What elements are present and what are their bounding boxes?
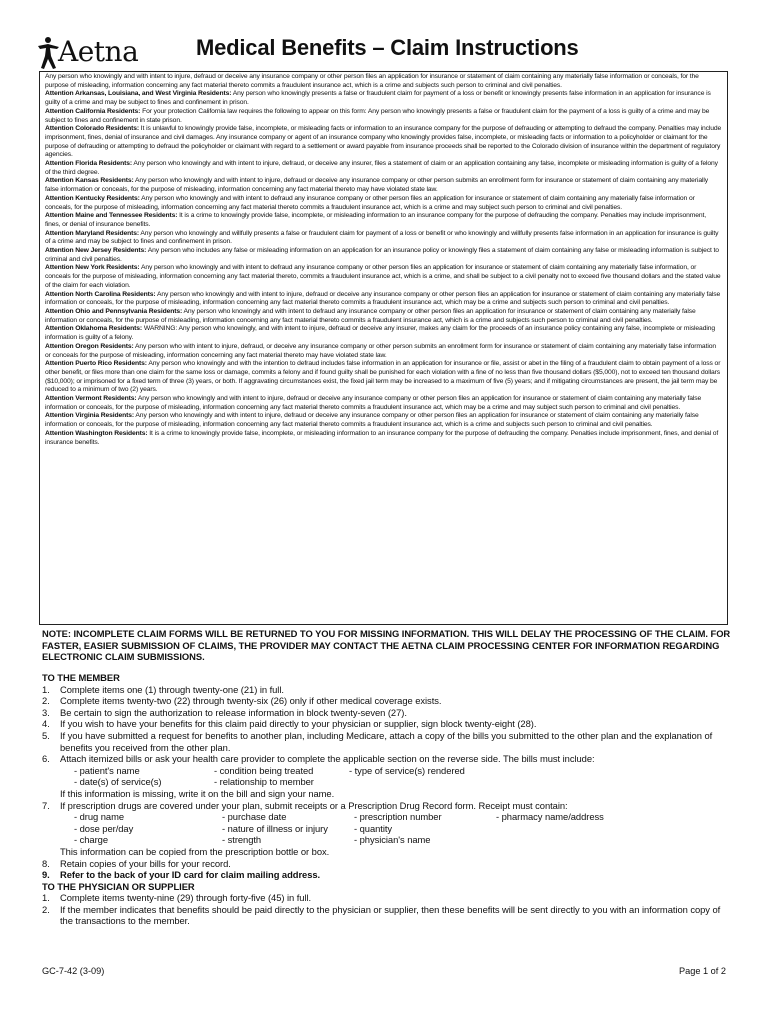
state-warning-label: Attention Virginia Residents: [45,412,135,420]
state-warning-label: Attention Florida Residents: [45,160,133,168]
fraud-warning-box [39,71,728,625]
rx-fields-block [42,811,732,857]
state-warning-label: Attention New Jersey Residents: [45,247,147,255]
state-warning-paragraph [45,325,722,342]
state-warning-paragraph [45,247,722,264]
list-item [42,892,732,904]
state-warning-paragraph [45,308,722,325]
state-warning-text: Any person who knowingly and with intent to injure, defraud or deceive any insurance company or other person submits an enrollment form for insurance or statement of claim containing any materially false information or conceals, for the purpose of misleading, information concerning any fact material thereto may have violated state law. [45,177,708,194]
bill-fields-row [60,765,732,777]
state-warning-label: Attention North Carolina Residents: [45,290,156,298]
list-item [42,718,732,730]
state-warning-paragraph [45,195,722,212]
state-warning-text: Any person who knowingly presents a false or fraudulent claim for payment of a loss or benefit or knowingly presents false information in an application for insurance is guilty of a crime and may be subject to fines and confinement in prison. [45,90,711,107]
item-number: 9. [42,869,50,881]
state-warning-text: Any person who knowingly and with intent to injure, defraud or deceive any insurance company or other person files an application for insurance or statement of claim containing any materially false information or conceals, for the purpose of misleading, information concerning any fact material thereto commits a fraudulent insurance act, which may be a crime and subjects such person to criminal and civil penalties. [45,290,721,307]
bill-field: - type of service(s) rendered [349,764,465,776]
member-item-9 [42,869,732,881]
instructions-body [42,672,732,927]
item-number: 2. [42,903,50,915]
rx-field: - charge [74,834,108,846]
state-warning-paragraph [45,264,722,290]
state-warning-paragraph [45,343,722,360]
item-number: 1. [42,892,50,904]
state-warning-text: It is a crime to knowingly provide false, incomplete, or misleading information to an insurance company for the purpose of defrauding the company. Penalties include imprisonment, fines, and denial of insurance benefits. [45,429,719,446]
member-item-8 [42,858,732,870]
state-warning-label: Attention Arkansas, Louisiana, and West Virginia Residents: [45,90,232,98]
state-warning-text: Any person who knowingly and with intent to defraud any insurance company or other person files an application for insurance or statement of claim containing any materially false information or conceals, for the purpose of misleading, information concerning any fact material thereto commits a fraudulent insurance act, which is a crime and may subject such person to criminal and civil penalties. [45,194,695,211]
rx-field: - nature of illness or injury [222,822,328,834]
member-instructions-list [42,684,732,765]
state-warning-text: Any person who knowingly and with intent to injure, defraud, or deceive any insurer, files a statement of claim or an application containing any false, incomplete or misleading information is guilty of a felony of the third degree. [45,160,718,176]
fraud-warning-intro: Any person who knowingly and with intent to injure, defraud or deceive any insurance company or other person files an application for insurance or statement of claim containing any materially false information or conceals, for the purpose of misleading, information concerning any fact material thereto commits a fraudulent insurance act, which is a crime and subjects such person to criminal and civil penalties. [45,73,699,89]
state-warning-paragraph [45,90,722,107]
aetna-logo [36,34,146,70]
rx-copy-note: This information can be copied from the prescription bottle or box. [60,845,330,857]
rx-fields-row [60,823,732,835]
list-item [42,684,732,696]
item-text: If you wish to have your benefits for this claim paid directly to your physician or supplier, sign block twenty-eight (28). [60,718,537,730]
state-warning-label: Attention California Residents: [45,107,141,115]
rx-field: - pharmacy name/address [496,811,604,823]
list-item [42,753,732,765]
list-item [42,695,732,707]
state-warning-text: Any person who knowingly and with intent to defraud any insurance company or other person files an application for insurance or statement of claim containing any materially false information, or conceals for the purpose of misleading, information concerning any fact material thereto, commits a fraudulent insurance act, which is a crime, and shall be subject to a civil penalty not to exceed five thousand dollars and the stated value of the claim for each violation. [45,264,721,289]
item-text: If the member indicates that benefits should be paid directly to the physician or supplier, then these benefits will be sent directly to you with an information copy of the transactions to the member. [60,903,721,927]
state-warning-paragraph [45,291,722,308]
form-number: GC-7-42 (3-09) [42,966,105,976]
item-text: If you have submitted a request for benefits to another plan, including Medicare, attach a copy of the bills you submitted to the other plan and the explanation of benefits you received from the other plan. [60,729,713,753]
bill-field: - relationship to member [214,776,314,788]
bill-field: - condition being treated [214,764,314,776]
bill-field: - date(s) of service(s) [74,776,162,788]
state-warning-text: Any person who knowingly and with intent to injure, defraud or deceive any insurance company or other person files an application for insurance or statement of claim containing any materially false information or conceals, for the purpose of misleading, information concerning any fact material thereto commits a fraudulent insurance act, which is a crime and subjects such person to criminal and civil penalties. [45,412,699,429]
state-warning-paragraph [45,412,722,429]
item-text: Attach itemized bills or ask your health care provider to complete the applicable section on the reverse side. The bills must include: [60,753,595,765]
item-text: Complete items twenty-nine (29) through forty-five (45) in full. [60,892,312,904]
state-warning-text: Any person who knowingly and with intent to defraud any insurance company or other person files an application for insurance or statement of claim containing any materially false information or conceals, for the purpose of misleading, information concerning any fact material thereto commits a fraudulent insurance act, which is a crime and subjects such person to criminal and civil penalties. [45,307,696,324]
state-warning-label: Attention Washington Residents: [45,429,148,437]
member-items-8-9-list [42,858,732,881]
state-warning-label: Attention Colorado Residents: [45,125,140,133]
state-warning-paragraph [45,360,722,395]
state-warning-label: Attention Kansas Residents: [45,177,134,185]
member-section-heading: TO THE MEMBER [42,672,120,683]
item-text: Refer to the back of your ID card for claim mailing address. [60,869,321,881]
rx-field: - purchase date [222,811,287,823]
state-warning-text: For your protection California law requires the following to appear on this form: Any person who knowingly presents a false or fraudulent claim for the payment of a loss is guilty of a crime and may be subject to fines and confinement in state prison. [45,107,710,124]
state-warning-paragraph [45,212,722,229]
state-warning-text: Any person who knowingly and willfully presents a false or fraudulent claim for payment of a loss or benefit or who knowingly and willfully presents false information in an application for insurance is guilty of a crime and may be subject to fines and confinement in prison. [45,229,719,246]
state-warning-label: Attention Oklahoma Residents: [45,325,143,333]
physician-instructions-list [42,892,732,927]
item-text: Complete items one (1) through twenty-one (21) in full. [60,683,284,695]
item-number: 4. [42,718,50,730]
rx-field: - drug name [74,811,124,823]
item-number: 2. [42,695,50,707]
member-item-7 [42,800,732,812]
state-warning-label: Attention Ohio and Pennsylvania Residents: [45,307,183,315]
rx-field: - dose per/day [74,822,134,834]
bill-fields-row [60,776,732,788]
state-warning-text: Any person who with intent to injure, defraud, or deceive any insurance company or other person submits an enrollment form for insurance or statement of claim containing any materially false information or conceals for the purpose of misleading, information concerning any fact material thereto may have violated state law. [45,342,716,359]
state-warning-text: It is a crime to knowingly provide false, incomplete, or misleading information to an insurance company for the purpose of defrauding the company. Penalties may include imprisonment, fines, or denial of insurance benefits. [45,212,707,228]
state-warning-paragraph [45,160,722,177]
rx-field: - quantity [354,822,393,834]
state-warning-text: Any person who knowingly and with intent to injure, defraud or deceive any insurance company or other person files an application for insurance or statement of claim containing any materially false information or conceals, for the purpose of misleading, information concerning any fact material thereto commits a fraudulent insurance act, which may be a crime and may subject such person to criminal and civil penalties. [45,395,702,411]
item-text: Be certain to sign the authorization to release information in block twenty-seven (27). [60,706,407,718]
state-warning-paragraph [45,230,722,247]
page-number: Page 1 of 2 [679,966,726,976]
state-warning-paragraph [45,125,722,160]
state-warning-label: Attention Puerto Rico Residents: [45,360,147,368]
item-number: 8. [42,857,50,869]
state-warning-paragraph [45,108,722,125]
member-item-7-list [42,800,732,812]
item-number: 1. [42,683,50,695]
incomplete-claim-note: NOTE: INCOMPLETE CLAIM FORMS WILL BE RETURNED TO YOU FOR MISSING INFORMATION. THIS WILL DELAY THE PROCESSING OF THE CLAIM. FOR FASTER, EASIER SUBMISSION OF CLAIMS, THE PROVIDER MAY CONTACT THE AETNA CLAIM PROCESSING CENTER FOR INFORMATION REGARDING ELECTRONIC CLAIM SUBMISSIONS. [42,628,731,663]
state-warning-label: Attention Maine and Tennessee Residents: [45,212,178,220]
rx-fields-row [60,811,732,823]
list-item [42,904,732,927]
page-title: Medical Benefits – Claim Instructions [196,35,579,60]
state-warning-text: Any person who knowingly and with the intention to defraud includes false information in an application for insurance or file, assist or abet in the filing of a fraudulent claim to obtain payment of a loss or other benefit, or files more than one claim for the same loss or damage, commits a felony and if found guilty shall be punished for each violation with a fine of no less than five thousand dollars ($5,000), not to exceed ten thousand dollars ($10,000); or imprisoned for a fixed term of three (3) years, or both. If aggravating circumstances exist, the fixed jail term may be increased to a maximum of five (5) years; and if mitigating circumstances are present, the jail term may be reduced to a minimum of two (2) years. [45,360,721,394]
state-warning-paragraph [45,395,722,412]
logo-wordmark: Aetna [58,35,139,68]
item-number: 5. [42,729,50,741]
state-warning-paragraph [45,430,722,447]
bill-missing-note: If this information is missing, write it on the bill and sign your name. [60,787,335,799]
list-item [42,707,732,719]
state-warning-text: Any person who includes any false or misleading information on an application for an insurance policy or knowingly files a statement of claim containing any false or misleading information is subject to criminal and civil penalties. [45,247,719,263]
state-warning-text: WARNING: Any person who knowingly, and with intent to injure, defraud or deceive any insurer, makes any claim for the proceeds of an insurance policy containing any false, incomplete or misleading information is guilty of a felony. [45,325,715,342]
state-warning-text: It is unlawful to knowingly provide false, incomplete, or misleading facts or information to an insurance company for the purpose of defrauding or attempting to defraud the company. Penalties may include imprisonment, fines, denial of insurance and civil damages. Any insurance company or agent of an insurance company who knowingly provides false, incomplete, or misleading facts or information to a policyholder or claimant for the purpose of defrauding or attempting to defraud the policyholder or claimant with regard to a settlement or award payable from insurance proceeds shall be reported to the Colorado division of insurance within the department of regulatory agencies. [45,125,722,159]
bill-field: - patient's name [74,764,140,776]
state-warning-paragraph [45,177,722,194]
rx-field: - prescription number [354,811,442,823]
state-warning-label: Attention Maryland Residents: [45,229,140,237]
physician-section-heading: TO THE PHYSICIAN OR SUPPLIER [42,880,195,892]
state-warning-label: Attention Kentucky Residents: [45,194,140,202]
bill-fields-block [42,765,732,800]
rx-field: - strength [222,834,262,846]
item-text: Retain copies of your bills for your record. [60,857,231,869]
item-number: 6. [42,753,50,765]
list-item [42,730,732,753]
state-warning-label: Attention Oregon Residents: [45,342,134,350]
state-warning-label: Attention Vermont Residents: [45,395,137,403]
rx-fields-row [60,834,732,846]
rx-field: - physician's name [354,834,431,846]
state-warning-label: Attention New York Residents: [45,264,140,272]
item-text: Complete items twenty-two (22) through twenty-six (26) only if other medical coverage exists. [60,695,442,707]
item-number: 7. [42,799,50,811]
item-number: 3. [42,706,50,718]
item-text: If prescription drugs are covered under your plan, submit receipts or a Prescription Drug Record form. Receipt must contain: [60,799,568,811]
